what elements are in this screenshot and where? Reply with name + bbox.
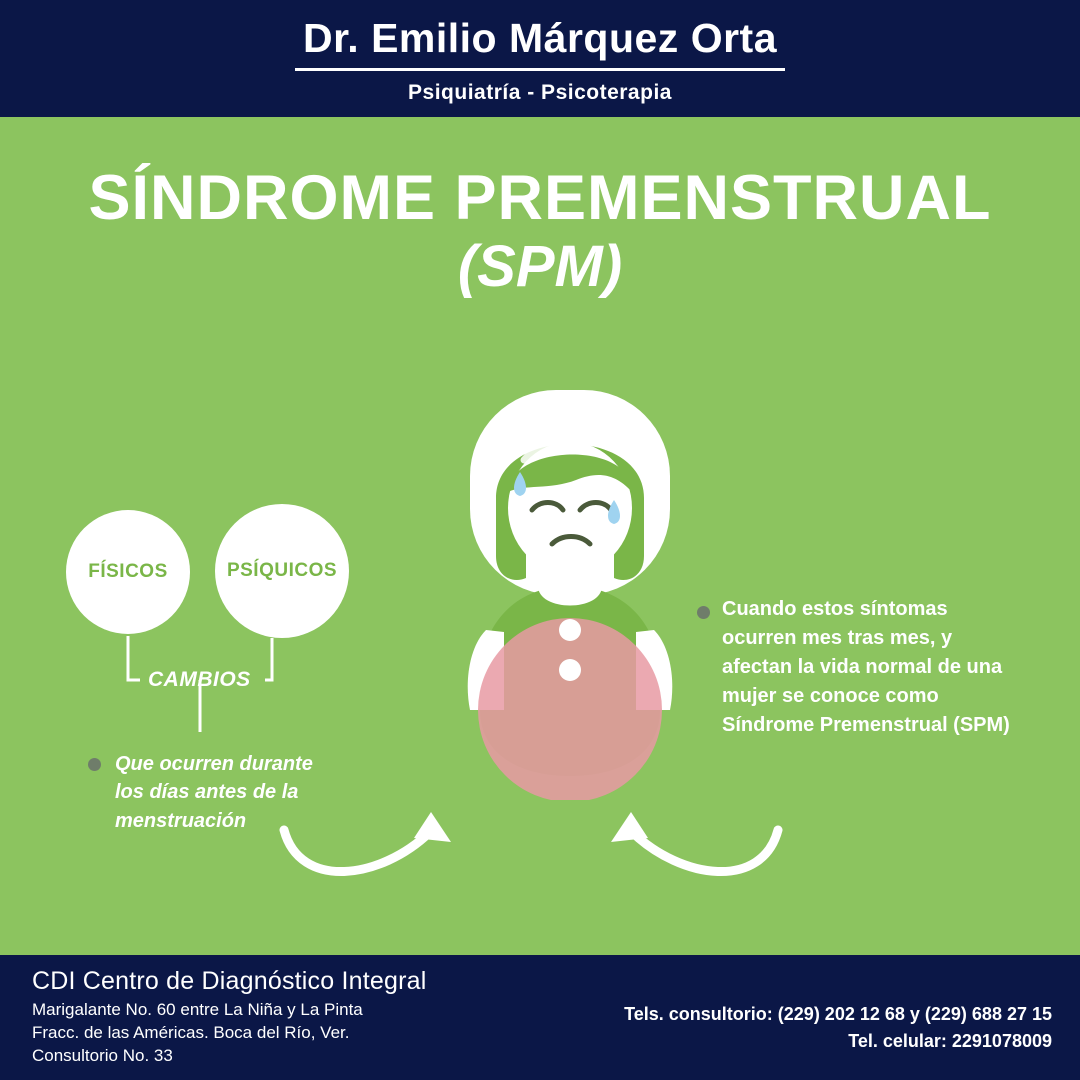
- footer-clinic-block: [32, 967, 427, 1068]
- address-line-1: Marigalante No. 60 entre La Niña y La Pinta: [32, 1000, 363, 1019]
- address-line-3: Consultorio No. 33: [32, 1045, 173, 1065]
- bubble-psiquicos-label: PSÍQUICOS: [226, 560, 338, 581]
- bubble-fisicos: [66, 510, 190, 634]
- bullet-dot-left-icon: [88, 758, 101, 771]
- phone-mobile: Tel. celular: 2291078009: [848, 1031, 1052, 1051]
- bubble-fisicos-label: FÍSICOS: [88, 561, 168, 582]
- title-block: [0, 165, 1080, 298]
- address-line-2: Fracc. de las Américas. Boca del Río, Ver.: [32, 1022, 350, 1042]
- bullet-dot-right-icon: [697, 606, 710, 619]
- right-note-text: Cuando estos síntomas ocurren mes tras mes, y afectan la vida normal de una mujer se conoce como Síndrome Premenstrual (SPM): [722, 598, 1010, 736]
- clinic-name: CDI Centro de Diagnóstico Integral: [32, 967, 427, 995]
- page-title: SÍNDROME PREMENSTRUAL: [88, 163, 992, 233]
- illustration-area: [0, 380, 1080, 940]
- left-note-text: Que ocurren durante los días antes de la menstruación: [115, 753, 313, 832]
- header-bar: [0, 0, 1080, 117]
- footer-contact-block: [624, 1001, 1052, 1055]
- specialty-label: Psiquiatría - Psicoterapia: [408, 81, 672, 105]
- connector-label-cambios: CAMBIOS: [148, 668, 251, 691]
- bubble-psiquicos: [215, 504, 349, 638]
- doctor-name: Dr. Emilio Márquez Orta: [303, 15, 777, 61]
- header-divider: [295, 68, 785, 71]
- page-subtitle: (SPM): [457, 234, 623, 300]
- footer-bar: [0, 955, 1080, 1080]
- phone-office: Tels. consultorio: (229) 202 12 68 y (229) 688 27 15: [624, 1004, 1052, 1024]
- clinic-address: [32, 999, 427, 1068]
